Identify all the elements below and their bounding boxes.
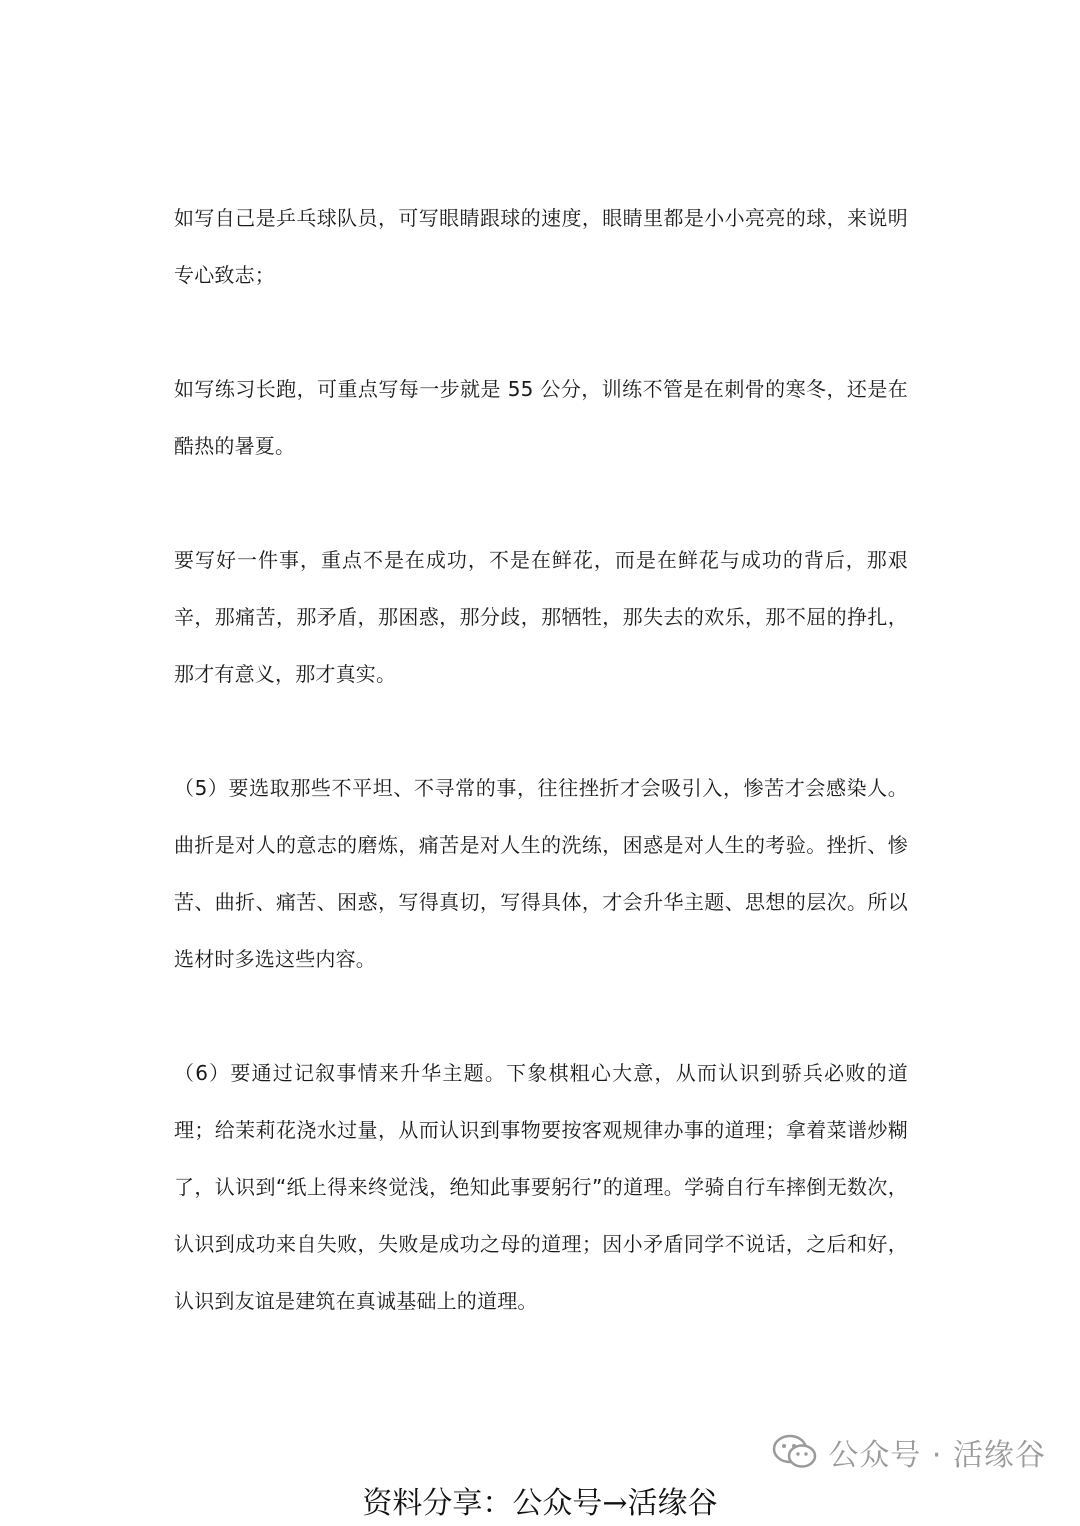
paragraph-3: 要写好一件事，重点不是在成功，不是在鲜花，而是在鲜花与成功的背后，那艰辛，那痛苦，那矛盾，那困惑，那分歧，那牺牲，那失去的欢乐，那不屈的挣扎，那才有意义，那才真实。 (174, 548, 908, 686)
paragraph-gap (174, 475, 908, 532)
wechat-icon (772, 1433, 818, 1471)
watermark-text: 公众号 · 活缘谷 (828, 1438, 1046, 1473)
paragraph-gap (174, 304, 908, 361)
paragraph-4: （5）要选取那些不平坦、不寻常的事，往往挫折才会吸引入，惨苦才会感染人。曲折是对人的意志的磨炼，痛苦是对人生的洗练，困惑是对人生的考验。挫折、惨苦、曲折、痛苦、困惑，写得真切，写得具体，才会升华主题、思想的层次。所以选材时多选这些内容。 (174, 776, 908, 971)
wechat-watermark (772, 1430, 1046, 1474)
paragraph-2: 如写练习长跑，可重点写每一步就是 55 公分，训练不管是在刺骨的寒冬，还是在酷热的暑夏。 (174, 377, 908, 458)
paragraph-gap (174, 703, 908, 760)
paragraph-1: 如写自己是乒乓球队员，可写眼睛跟球的速度，眼睛里都是小小亮亮的球，来说明专心致志； (174, 206, 908, 287)
paragraph-5: （6）要通过记叙事情来升华主题。下象棋粗心大意，从而认识到骄兵必败的道理；给茉莉花浇水过量，从而认识到事物要按客观规律办事的道理；拿着菜谱炒糊了，认识到“纸上得来终觉浅，绝知此事要躬行”的道理。学骑自行车摔倒无数次，认识到成功来自失败，失败是成功之母的道理；因小矛盾同学不说话，之后和好，认识到友谊是建筑在真诚基础上的道理。 (174, 1061, 908, 1313)
footer-credit: 资料分享：公众号→活缘谷 (362, 1486, 718, 1521)
paragraph-gap (174, 988, 908, 1045)
document-body (174, 190, 908, 1330)
